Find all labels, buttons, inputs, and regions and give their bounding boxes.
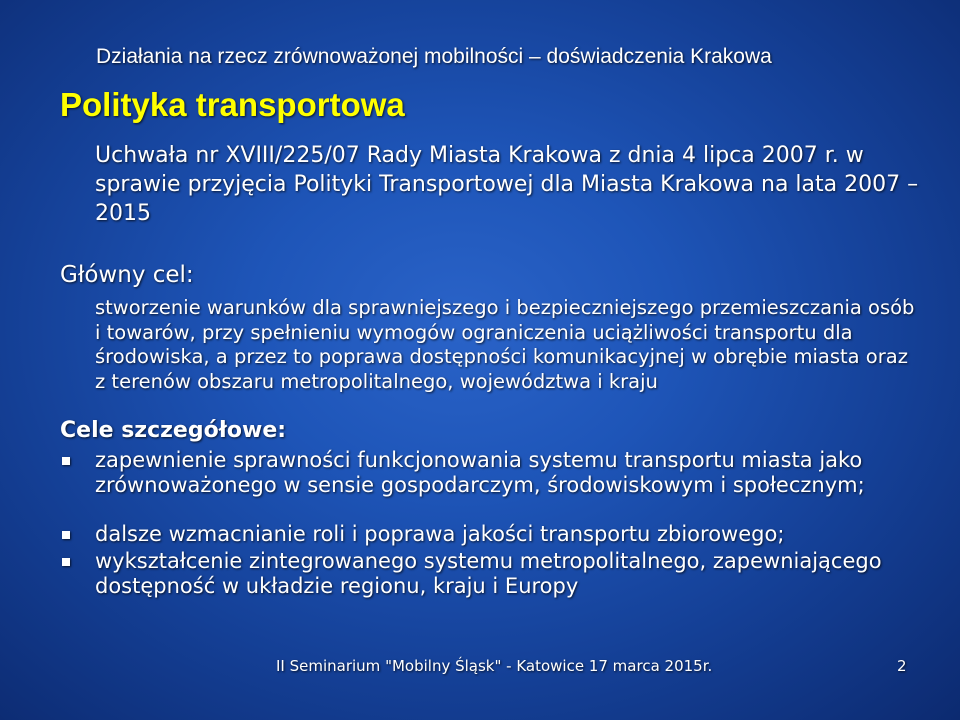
bullet-square-icon [62,531,70,539]
resolution-text: Uchwała nr XVIII/225/07 Rady Miasta Krakowa z dnia 4 lipca 2007 r. w sprawie przyjęcia Polityki Transportowej dla Miasta Krakowa na lata 2007 – 2015 [95,143,919,226]
detailed-goal-item: zapewnienie sprawności funkcjonowania systemu transportu miasta jako zrównoważonego w sensie gospodarczym, środowiskowym i społecznym; [95,448,865,497]
bullet-square-icon [62,558,70,566]
detailed-goals-heading: Cele szczegółowe: [60,418,287,443]
main-goal-heading: Główny cel: [60,262,194,288]
slide-header: Działania na rzecz zrównoważonej mobilności – doświadczenia Krakowa [96,45,772,68]
page-number: 2 [897,657,907,675]
bullet-square-icon [62,457,70,465]
detailed-goal-item: wykształcenie zintegrowanego systemu metropolitalnego, zapewniającego dostępność w układzie regionu, kraju i Europy [95,549,882,598]
main-goal-text: stworzenie warunków dla sprawniejszego i bezpieczniejszego przemieszczania osób i towarów, przy spełnieniu wymogów ograniczenia uciążliwości transportu dla środowiska, a przez to poprawa dostępności komunikacyjnej w obrębie miasta oraz z terenów obszaru metropolitalnego, województwa i kraju [95,296,915,393]
detailed-goal-item: dalsze wzmacnianie roli i poprawa jakości transportu zbiorowego; [95,522,785,546]
footer-text: II Seminarium "Mobilny Śląsk" - Katowice 17 marca 2015r. [276,657,713,675]
slide-title: Polityka transportowa [60,86,405,123]
